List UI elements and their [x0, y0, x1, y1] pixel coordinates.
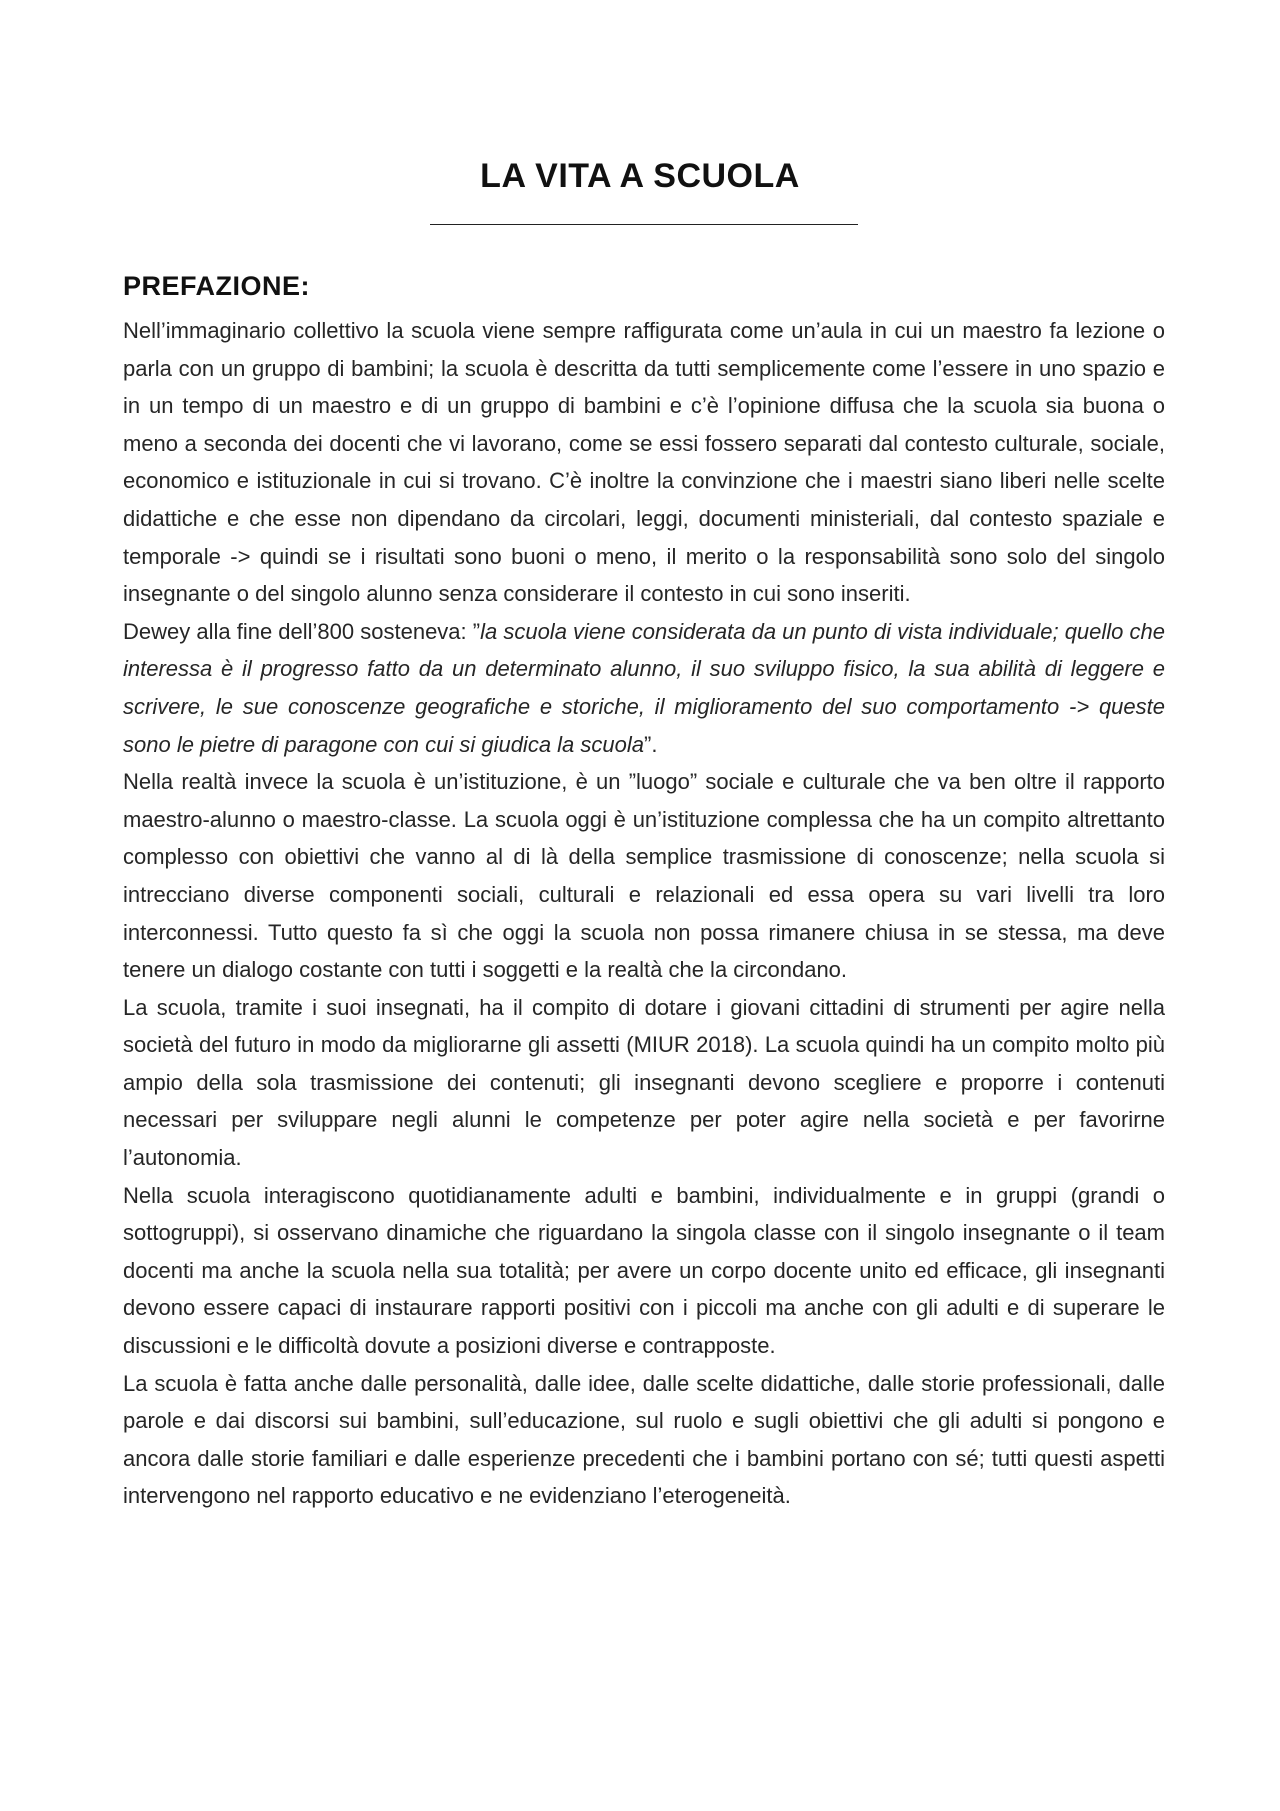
quote-text: la scuola viene considerata da un punto di vista individuale; quello che interessa è il progresso fatto da un determinato alunno, il suo sviluppo fisico, la sua abilità di leggere e scrivere, le sue conoscenze geografiche e storiche, il miglioramento del suo comportamento -> queste sono le pietre di paragone con cui si giudica la scuola — [123, 618, 1165, 757]
page-title: LA VITA A SCUOLA — [480, 157, 800, 195]
paragraph: La scuola è fatta anche dalle personalità, dalle idee, dalle scelte didattiche, dalle storie professionali, dalle parole e dai discorsi sui bambini, sull’educazione, sul ruolo e sugli obiettivi che gli adulti si pongono e ancora dalle storie familiari e dalle esperienze precedenti che i bambini portano con sé; tutti questi aspetti intervengono nel rapporto educativo e ne evidenziano l’eterogeneità. — [123, 1370, 1165, 1509]
quote-end: ”. — [644, 731, 658, 757]
body-text — [123, 312, 1165, 1515]
paragraph: Nella scuola interagiscono quotidianamente adulti e bambini, individualmente e in gruppi (grandi o sottogruppi), si osservano dinamiche che riguardano la singola classe con il singolo insegnante o il team docenti ma anche la scuola nella sua totalità; per avere un corpo docente unito ed efficace, gli insegnanti devono essere capaci di instaurare rapporti positivi con i piccoli ma anche con gli adulti e di superare le discussioni e le difficoltà dovute a posizioni diverse e contrapposte. — [123, 1182, 1165, 1359]
paragraph: Nella realtà invece la scuola è un’istituzione, è un ”luogo” sociale e culturale che va ben oltre il rapporto maestro-alunno o maestro-classe. La scuola oggi è un’istituzione complessa che ha un compito altrettanto complesso con obiettivi che vanno al di là della semplice trasmissione di conoscenze; nella scuola si intrecciano diverse componenti sociali, culturali e relazionali ed essa opera su vari livelli tra loro interconnessi. Tutto questo fa sì che oggi la scuola non possa rimanere chiusa in se stessa, ma deve tenere un dialogo costante con tutti i soggetti e la realtà che la circondano. — [123, 769, 1165, 983]
quote-intro: Dewey alla fine dell’800 sosteneva: ” — [123, 618, 481, 644]
section-heading: PREFAZIONE: — [123, 271, 311, 301]
paragraph: La scuola, tramite i suoi insegnati, ha il compito di dotare i giovani cittadini di strumenti per agire nella società del futuro in modo da migliorarne gli assetti (MIUR 2018). La scuola quindi ha un compito molto più ampio della sola trasmissione dei contenuti; gli insegnanti devono scegliere e proporre i contenuti necessari per sviluppare negli alunni le competenze per poter agire nella società e per favorirne l’autonomia. — [123, 994, 1165, 1171]
title-underline-divider — [430, 224, 858, 225]
paragraph: Nell’immaginario collettivo la scuola viene sempre raffigurata come un’aula in cui un maestro fa lezione o parla con un gruppo di bambini; la scuola è descritta da tutti semplicemente come l’essere in uno spazio e in un tempo di un maestro e di un gruppo di bambini e c’è l’opinione diffusa che la scuola sia buona o meno a seconda dei docenti che vi lavorano, come se essi fossero separati dal contesto culturale, sociale, economico e istituzionale in cui si trovano. C’è inoltre la convinzione che i maestri siano liberi nelle scelte didattiche e che esse non dipendano da circolari, leggi, documenti ministeriali, dal contesto spaziale e temporale -> quindi se i risultati sono buoni o meno, il merito o la responsabilità sono solo del singolo insegnante o del singolo alunno senza considerare il contesto in cui sono inseriti. — [123, 318, 1165, 607]
paragraph-quote — [123, 613, 1165, 763]
